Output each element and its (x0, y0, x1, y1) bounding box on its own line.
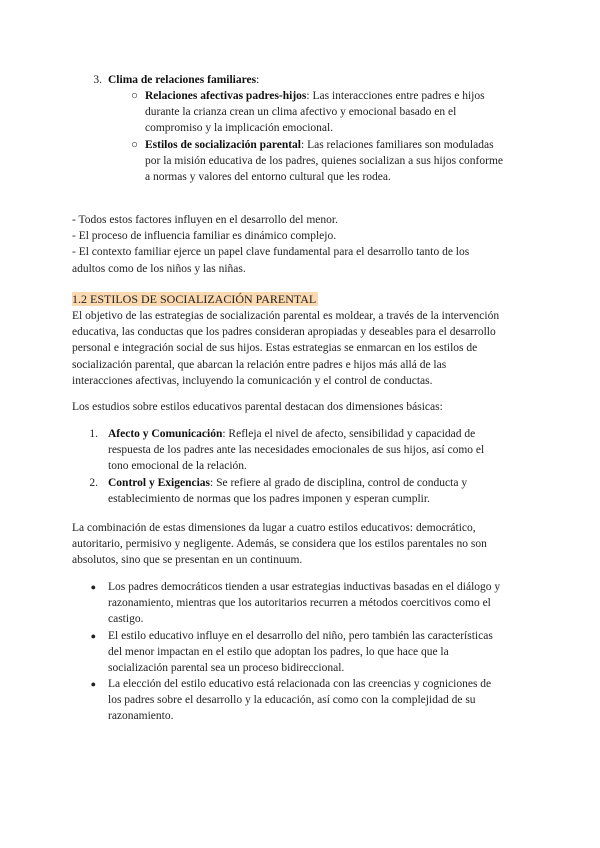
bullet-2-line-3: socialización parental sea un proceso bidireccional. (108, 662, 345, 675)
note-line-1: - Todos estos factores influyen en el desarrollo del menor. (72, 214, 338, 226)
bullet-2-line-2: del menor impactan en el estilo que adoptan los padres, lo que hace que la (108, 646, 449, 659)
paragraph-3-line-1: La combinación de estas dimensiones da lugar a cuatro estilos educativos: democrático, (72, 522, 476, 534)
dimension-2-line-1: : Se refiere al grado de disciplina, control de conducta y (210, 477, 468, 489)
dimension-number-2: 2. (89, 477, 98, 489)
section3-item-2-line-2: por la misión educativa de los padres, quienes socializan a sus hijos conforme (145, 155, 503, 168)
section3-item-1-line-1: : Las interacciones entre padres e hijos (306, 90, 485, 102)
bullet-dot-icon: ● (90, 582, 96, 592)
dimension-item-1-first-line (108, 426, 548, 442)
paragraph-1-line-4: socialización parental, que abarcan la relación entre padres e hijos más allá de las (72, 358, 447, 371)
note-line-3: - El contexto familiar ejerce un papel clave fundamental para el desarrollo tanto de los (72, 246, 470, 259)
dimension-item-1-text (108, 426, 548, 475)
paragraph-1 (72, 308, 542, 389)
bullet-3-line-1: La elección del estilo educativo está relacionada con las creencias y cogniciones de (108, 678, 492, 690)
dimension-item-2-first-line (108, 475, 548, 491)
section3-title-wrap (108, 72, 259, 88)
section3-item-2-text (145, 137, 545, 186)
note-line-2: - El proceso de influencia familiar es dinámico complejo. (72, 230, 337, 243)
bullet-item-2-text (108, 628, 548, 677)
section3-item-2-term: Estilos de socialización parental (145, 139, 301, 151)
section3-item-1-line-3: compromiso y la implicación emocional. (145, 122, 334, 135)
dimension-1-term: Afecto y Comunicación (108, 428, 223, 440)
section3-title: Clima de relaciones familiares (108, 74, 257, 86)
bullet-item-1-text (108, 579, 548, 628)
dimension-1-line-1: : Refleja el nivel de afecto, sensibilidad y capacidad de (222, 428, 476, 440)
section3-number: 3. (93, 74, 102, 86)
paragraph-3-line-2: autoritario, permisivo y negligente. Además, se considera que los estilos parentales no son (72, 538, 487, 551)
section3-item-2-line-3: a normas y valores del entorno cultural que les rodea. (145, 171, 391, 184)
paragraph-1-line-2: educativa, las conductas que los padres consideran apropiadas y deseables para el desarrollo (72, 326, 496, 339)
paragraph-1-line-5: interacciones afectivas, incluyendo la comunicación y el control de conductas. (72, 374, 433, 387)
bullet-dot-icon: ● (90, 679, 96, 689)
section3-item-2-line (145, 137, 545, 153)
dimension-item-2-text (108, 475, 548, 507)
section3-item-1-line-2: durante la crianza crean un clima afectivo y emocional basado en el (145, 106, 457, 119)
bullet-1-line-3: castigo. (108, 613, 144, 626)
section3-item-2-line-1: : Las relaciones familiares son moduladas (301, 139, 494, 151)
notes-block (72, 212, 542, 277)
bullet-3-line-3: razonamiento. (108, 710, 174, 723)
paragraph-3-line-3: absolutos, sino que se presentan en un continuum. (72, 554, 303, 567)
dimension-1-line-2: respuesta de los padres ante las necesidades emocionales de sus hijos, así como el (108, 444, 485, 457)
bullet-dot-icon: ● (90, 631, 96, 641)
paragraph-3 (72, 520, 542, 569)
note-line-4: adultos como de los niños y las niñas. (72, 262, 246, 275)
section-heading-text: 1.2 ESTILOS DE SOCIALIZACIÓN PARENTAL (72, 292, 317, 306)
paragraph-2: Los estudios sobre estilos educativos parental destacan dos dimensiones básicas: (72, 401, 443, 413)
section3-item-1-text (145, 88, 545, 137)
paragraph-1-line-3: personal e integración social de sus hijos. Estas estrategias se enmarcan en los estilos de (72, 342, 478, 355)
bullet-1-line-2: razonamiento, mientras que los autoritarios recurren a métodos coercitivos como el (108, 597, 491, 610)
bullet-1-line-1: Los padres democráticos tienden a usar estrategias inductivas basadas en el diálogo y (108, 581, 501, 593)
section3-title-suffix: : (256, 74, 260, 86)
dimension-2-line-2: establecimiento de normas que los padres imponen y esperan cumplir. (108, 493, 430, 506)
section3-header (0, 72, 600, 88)
circle-bullet-icon: ○ (131, 139, 138, 151)
dimension-1-line-3: tono emocional de la relación. (108, 460, 247, 473)
section3-item-1-term: Relaciones afectivas padres-hijos (145, 90, 307, 102)
circle-bullet-icon: ○ (131, 90, 138, 102)
section-heading (72, 291, 318, 307)
dimension-number-1: 1. (89, 428, 98, 440)
bullet-2-line-1: El estilo educativo influye en el desarrollo del niño, pero también las características (108, 630, 493, 642)
paragraph-1-line-1: El objetivo de las estrategias de socialización parental es moldear, a través de la intervención (72, 310, 500, 322)
bullet-item-3-text (108, 676, 548, 725)
bullet-3-line-2: los padres sobre el desarrollo y la educación, así como con la complejidad de su (108, 694, 476, 707)
dimension-2-term: Control y Exigencias (108, 477, 211, 489)
section3-item-1-line (145, 88, 545, 104)
